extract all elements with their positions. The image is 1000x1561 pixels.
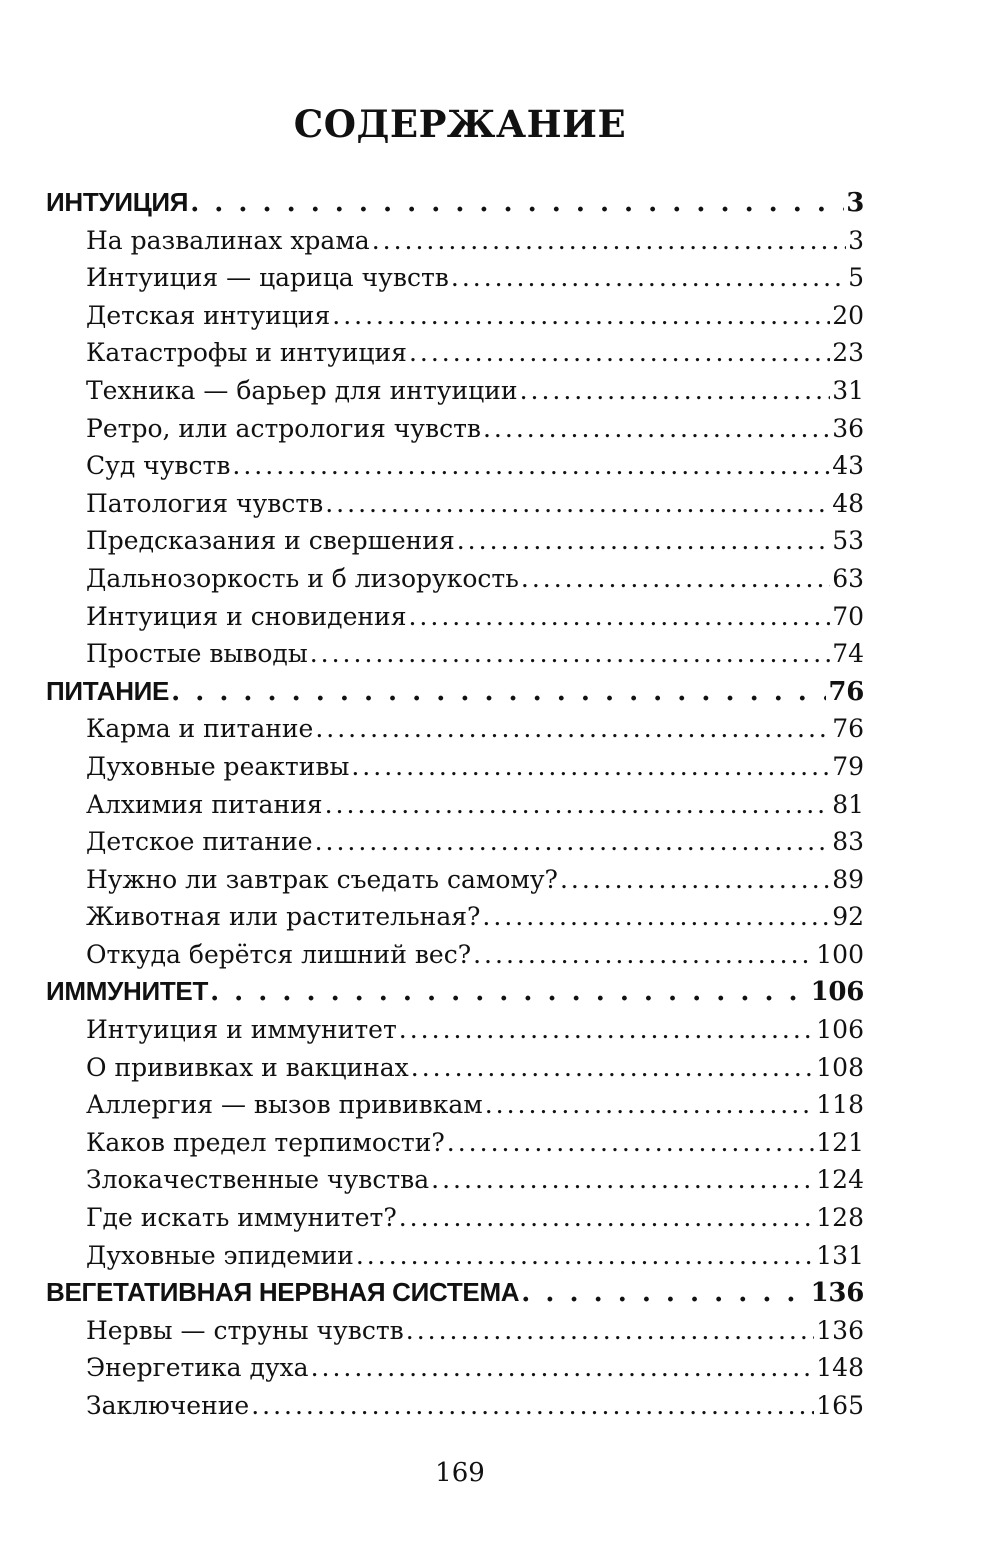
toc-entry: [46, 1199, 864, 1237]
toc-entry-title: Злокачественные чувства: [86, 1165, 430, 1195]
toc-entry-title: Животная или растительная?: [86, 902, 481, 932]
toc-entry-title: Нервы — струны чувств: [86, 1315, 404, 1345]
toc-entry-title: ВЕГЕТАТИВНАЯ НЕРВНАЯ СИСТЕМА: [46, 1277, 520, 1308]
toc-entry-title: Детское питание: [86, 827, 313, 857]
toc-entry-page: 79: [832, 751, 864, 781]
dot-leader: [399, 1011, 815, 1049]
dot-leader: [351, 748, 830, 786]
toc-entry-title: Каков предел терпимости?: [86, 1127, 445, 1157]
toc-entry: [46, 485, 864, 523]
toc-entry-title: Духовные реактивы: [86, 751, 350, 781]
toc-entry: [46, 786, 864, 824]
toc-entry-title: Интуиция — царица чувств: [86, 263, 449, 293]
toc-entry-title: Суд чувств: [86, 451, 231, 481]
dot-leader: [190, 185, 844, 223]
dot-leader: [406, 1312, 815, 1350]
toc-entry-title: Энергетика духа: [86, 1353, 309, 1383]
toc-entry-page: 92: [832, 902, 864, 932]
toc-entry-title: Духовные эпидемии: [86, 1240, 354, 1270]
toc-entry: [46, 710, 864, 748]
dot-leader: [451, 259, 846, 297]
dot-leader: [356, 1237, 814, 1275]
toc-entry: [46, 1161, 864, 1199]
toc-entry-title: Откуда берётся лишний вес?: [86, 939, 472, 969]
toc-entry-title: Ретро, или астрология чувств: [86, 413, 481, 443]
toc-entry-page: 118: [816, 1090, 864, 1120]
toc-entry: [46, 823, 864, 861]
toc-entry: [46, 522, 864, 560]
toc-entry-page: 121: [816, 1127, 864, 1157]
toc-entry-page: 106: [816, 1015, 864, 1045]
toc-entry: [46, 898, 864, 936]
toc-entry-title: Где искать иммунитет?: [86, 1203, 397, 1233]
toc-entry-title: Алхимия питания: [86, 789, 323, 819]
dot-leader: [485, 1086, 815, 1124]
toc-entry-title: Патология чувств: [86, 488, 324, 518]
toc-entry-title: Детская интуиция: [86, 300, 331, 330]
dot-leader: [482, 898, 830, 936]
dot-leader: [251, 1387, 814, 1425]
toc-entry-title: Аллергия — вызов прививкам: [86, 1090, 483, 1120]
dot-leader: [315, 710, 830, 748]
toc-entry: [46, 372, 864, 410]
toc-entry-page: 148: [816, 1353, 864, 1383]
toc-entry: [46, 1086, 864, 1124]
dot-leader: [431, 1161, 814, 1199]
dot-leader: [171, 674, 826, 712]
dot-leader: [310, 635, 830, 673]
dot-leader: [372, 222, 846, 260]
toc-entry-page: 70: [832, 601, 864, 631]
toc-entry-page: 131: [816, 1240, 864, 1270]
toc-entry: [46, 1349, 864, 1387]
toc-entry-title: На развалинах храма: [86, 225, 370, 255]
toc-section-entry: [46, 1274, 864, 1312]
toc-entry-page: 136: [816, 1315, 864, 1345]
toc-section-entry: [46, 673, 864, 711]
toc-entry-page: 74: [832, 639, 864, 669]
toc-entry-page: 136: [810, 1278, 864, 1309]
toc-entry-page: 5: [848, 263, 864, 293]
toc-entry: [46, 1011, 864, 1049]
toc-entry-page: 128: [816, 1203, 864, 1233]
toc-entry: [46, 861, 864, 899]
toc-entry-title: ПИТАНИЕ: [46, 675, 170, 706]
toc-entry-page: 108: [816, 1052, 864, 1082]
toc-section-entry: [46, 184, 864, 222]
toc-entry-page: 23: [832, 338, 864, 368]
toc-entry-page: 3: [848, 225, 864, 255]
toc-entry-title: Нужно ли завтрак съедать самому?: [86, 864, 558, 894]
toc-entry-title: Катастрофы и интуиция: [86, 338, 407, 368]
toc-entry-title: Карма и питание: [86, 714, 314, 744]
toc-entry: [46, 936, 864, 974]
toc-entry-page: 48: [832, 488, 864, 518]
toc-entry: [46, 1124, 864, 1162]
dot-leader: [409, 334, 830, 372]
toc-entry-page: 89: [832, 864, 864, 894]
dot-leader: [399, 1199, 815, 1237]
toc-entry: [46, 1387, 864, 1425]
toc-entry-page: 43: [832, 451, 864, 481]
toc-entry-page: 36: [832, 413, 864, 443]
dot-leader: [332, 297, 830, 335]
toc-entry-title: ИНТУИЦИЯ: [46, 187, 189, 217]
toc-entry-title: Дальнозоркость и б лизорукость: [86, 563, 519, 593]
toc-entry: [46, 560, 864, 598]
toc-entry-page: 81: [832, 789, 864, 819]
toc-entry-page: 63: [832, 563, 864, 593]
toc-entry-title: Предсказания и свершения: [86, 526, 455, 556]
toc-entry: [46, 410, 864, 448]
toc-entry: [46, 1049, 864, 1087]
toc-entry-page: 100: [816, 939, 864, 969]
toc-entry: [46, 259, 864, 297]
toc-entry: [46, 748, 864, 786]
page-number: 169: [435, 1458, 485, 1488]
dot-leader: [520, 372, 831, 410]
toc-entry-title: Техника — барьер для интуиции: [86, 375, 518, 405]
dot-leader: [325, 786, 831, 824]
toc-entry: [46, 635, 864, 673]
toc-entry: [46, 222, 864, 260]
toc-entry-page: 76: [828, 676, 864, 707]
page-title: СОДЕРЖАНИЕ: [293, 102, 627, 146]
dot-leader: [473, 936, 814, 974]
toc-entry-page: 3: [846, 188, 864, 218]
toc-entry-page: 165: [816, 1391, 864, 1420]
dot-leader: [315, 823, 831, 861]
dot-leader: [311, 1349, 815, 1387]
toc-entry: [46, 1312, 864, 1350]
toc-entry: [46, 1237, 864, 1275]
toc-entry: [46, 297, 864, 335]
dot-leader: [447, 1124, 815, 1162]
toc-section-entry: [46, 973, 864, 1011]
toc-entry-title: Заключение: [86, 1391, 250, 1420]
toc-entry-title: Простые выводы: [86, 639, 308, 669]
toc-entry-page: 106: [810, 977, 864, 1008]
toc-entry: [46, 334, 864, 372]
toc-entry: [46, 598, 864, 636]
toc-entry-page: 20: [832, 300, 864, 330]
dot-leader: [483, 410, 830, 448]
dot-leader: [210, 974, 809, 1012]
dot-leader: [457, 522, 830, 560]
dot-leader: [411, 1049, 815, 1087]
toc-entry-title: Интуиция и сновидения: [86, 601, 407, 631]
table-of-contents: [46, 184, 864, 1425]
dot-leader: [521, 560, 830, 598]
dot-leader: [408, 598, 830, 636]
toc-entry-page: 31: [832, 375, 864, 405]
toc-entry-page: 53: [832, 526, 864, 556]
dot-leader: [325, 485, 830, 523]
dot-leader: [232, 447, 830, 485]
toc-entry: [46, 447, 864, 485]
toc-entry-title: Интуиция и иммунитет: [86, 1015, 397, 1045]
toc-entry-page: 124: [816, 1165, 864, 1195]
toc-entry-title: О прививках и вакцинах: [86, 1052, 409, 1082]
dot-leader: [560, 861, 830, 899]
dot-leader: [521, 1275, 808, 1313]
toc-entry-title: ИММУНИТЕТ: [46, 976, 209, 1007]
toc-entry-page: 76: [832, 714, 864, 744]
toc-entry-page: 83: [832, 827, 864, 857]
